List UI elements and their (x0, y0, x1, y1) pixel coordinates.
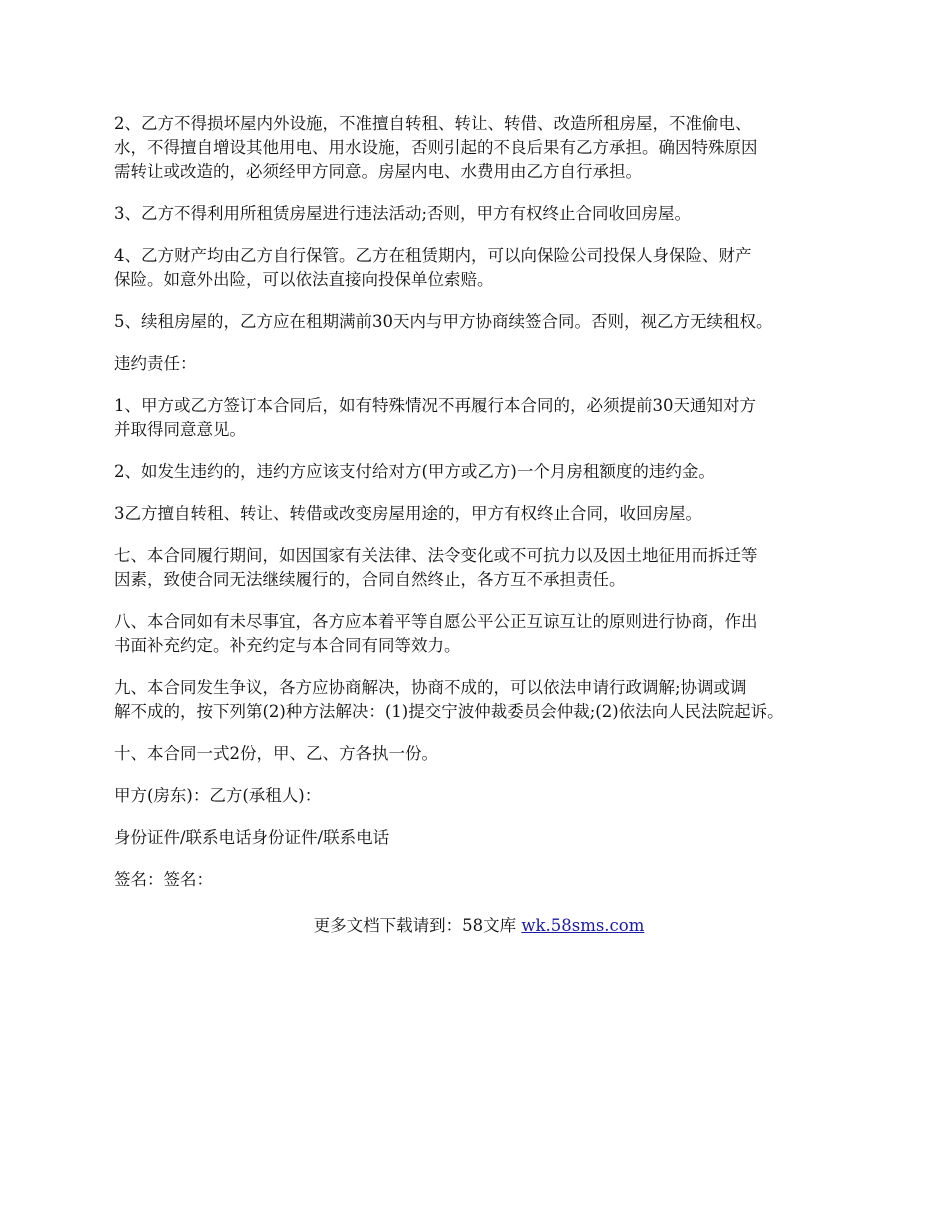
footer-text: 更多文档下载请到：58文库 (313, 916, 522, 935)
signature-labels: 签名：签名： (114, 870, 213, 889)
clause-4-property-insurance: 4、乙方财产均由乙方自行保管。乙方在租赁期内，可以向保险公司投保人身保险、财产 保险。如意外出险，可以依法直接向投保单位索赔。 (114, 246, 752, 289)
footer-link[interactable]: wk.58sms.com (521, 916, 645, 935)
clause-3-illegal-activity: 3、乙方不得利用所租赁房屋进行违法活动;否则，甲方有权终止合同收回房屋。 (114, 204, 692, 223)
section-8-supplement: 八、本合同如有未尽事宜，各方应本着平等自愿公平公正互谅互让的原则进行协商，作出 书面补充约定。补充约定与本合同有同等效力。 (114, 612, 758, 655)
document-page (114, 112, 844, 938)
id-phone-labels: 身份证件/联系电话身份证件/联系电话 (114, 828, 390, 847)
breach-heading: 违约责任： (114, 354, 197, 373)
breach-clause-1: 1、甲方或乙方签订本合同后，如有特殊情况不再履行本合同的，必须提前30天通知对方 并取得同意意见。 (114, 396, 756, 439)
section-10-copies: 十、本合同一式2份，甲、乙、方各执一份。 (114, 744, 438, 763)
clause-2-facilities: 2、乙方不得损坏屋内外设施，不准擅自转租、转让、转借、改造所租房屋，不准偷电、 水，不得擅自增设其他用电、用水设施，否则引起的不良后果有乙方承担。确因特殊原因 需转让或改造的，必须经甲方同意。房屋内电、水费用由乙方自行承担。 (114, 114, 758, 181)
clause-5-renewal: 5、续租房屋的，乙方应在租期满前30天内与甲方协商续签合同。否则，视乙方无续租权。 (114, 312, 773, 331)
section-9-disputes: 九、本合同发生争议，各方应协商解决，协商不成的，可以依法申请行政调解;协调或调 解不成的，按下列第(2)种方法解决：(1)提交宁波仲裁委员会仲裁;(2)依法向人民法院起诉。 (114, 678, 784, 721)
download-footer (114, 914, 844, 938)
section-7-termination: 七、本合同履行期间，如因国家有关法律、法令变化或不可抗力以及因土地征用而拆迁等 因素，致使合同无法继续履行的，合同自然终止，各方互不承担责任。 (114, 546, 758, 589)
breach-clause-2: 2、如发生违约的，违约方应该支付给对方(甲方或乙方)一个月房租额度的违约金。 (114, 462, 715, 481)
breach-clause-3: 3乙方擅自转租、转让、转借或改变房屋用途的，甲方有权终止合同，收回房屋。 (114, 504, 702, 523)
party-labels: 甲方(房东)：乙方(承租人)： (114, 786, 322, 805)
